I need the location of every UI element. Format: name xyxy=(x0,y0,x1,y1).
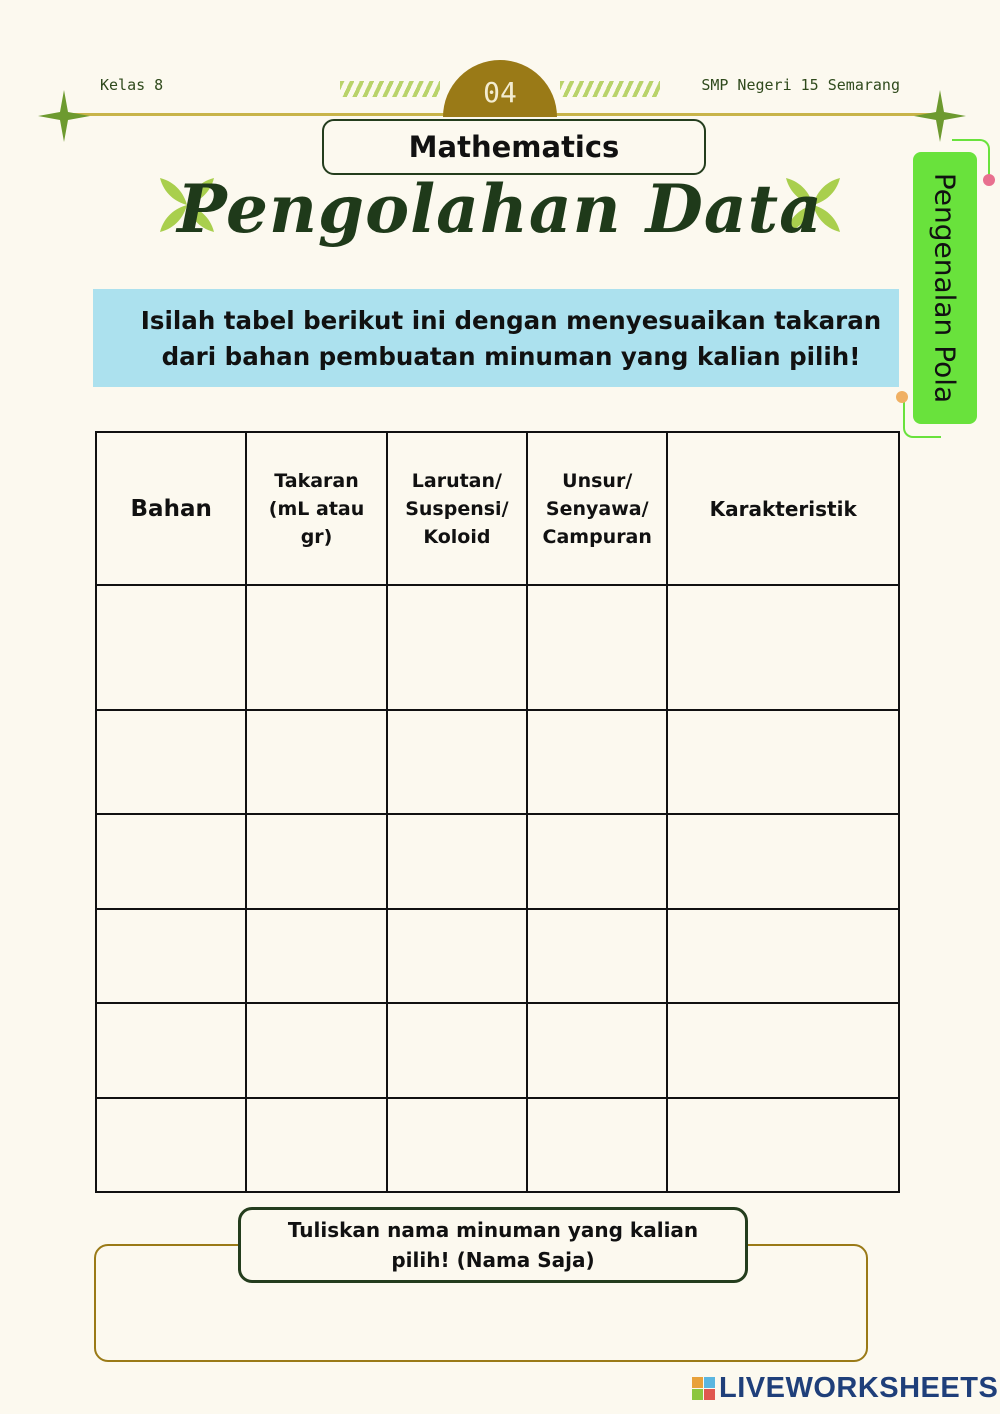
table-cell[interactable] xyxy=(96,1098,246,1192)
table-cell[interactable] xyxy=(96,1003,246,1098)
table-cell[interactable] xyxy=(527,1003,667,1098)
sparkle-left-icon xyxy=(36,88,92,144)
decorative-stripes-right xyxy=(560,81,660,97)
table-row xyxy=(96,585,899,710)
side-tab-label: Pengenalan Pola xyxy=(928,172,962,404)
class-label: Kelas 8 xyxy=(100,76,164,94)
table-cell[interactable] xyxy=(246,909,386,1003)
subject-label: Mathematics xyxy=(322,119,706,175)
table-cell[interactable] xyxy=(96,909,246,1003)
table-cell[interactable] xyxy=(96,814,246,909)
instruction-banner xyxy=(93,289,899,387)
table-row xyxy=(96,710,899,814)
header-bahan: Bahan xyxy=(96,432,246,585)
pink-dot xyxy=(983,174,995,186)
table-cell[interactable] xyxy=(667,710,899,814)
instruction-line-1: Isilah tabel berikut ini dengan menyesuaikan takaran xyxy=(140,306,882,335)
table-row xyxy=(96,1098,899,1192)
liveworksheets-logo-icon xyxy=(692,1377,715,1400)
table-cell[interactable] xyxy=(387,909,527,1003)
table-cell[interactable] xyxy=(96,710,246,814)
table-cell[interactable] xyxy=(667,909,899,1003)
table-cell[interactable] xyxy=(387,1003,527,1098)
header-takaran: Takaran (mL atau gr) xyxy=(246,432,386,585)
table-cell[interactable] xyxy=(667,1098,899,1192)
decorative-stripes-left xyxy=(340,81,440,97)
table-cell[interactable] xyxy=(527,814,667,909)
header-karakteristik: Karakteristik xyxy=(667,432,899,585)
table-cell[interactable] xyxy=(246,710,386,814)
worksheet-number-badge: 04 xyxy=(443,60,557,117)
instruction-line-2: dari bahan pembuatan minuman yang kalian pilih! xyxy=(161,342,861,371)
prompt-line-2: pilih! (Nama Saja) xyxy=(391,1248,595,1272)
table-cell[interactable] xyxy=(667,1003,899,1098)
table-cell[interactable] xyxy=(246,1098,386,1192)
table-header-row xyxy=(96,432,899,585)
table-cell[interactable] xyxy=(387,1098,527,1192)
table-cell[interactable] xyxy=(246,814,386,909)
table-cell[interactable] xyxy=(246,1003,386,1098)
table-cell[interactable] xyxy=(96,585,246,710)
table-cell[interactable] xyxy=(667,585,899,710)
table-cell[interactable] xyxy=(527,909,667,1003)
instruction-text xyxy=(131,303,891,375)
liveworksheets-brand-text: LIVEWORKSHEETS xyxy=(719,1372,999,1404)
table-row xyxy=(96,909,899,1003)
side-tab xyxy=(913,152,977,424)
orange-dot xyxy=(896,391,908,403)
header-unsur: Unsur/ Senyawa/ Campuran xyxy=(527,432,667,585)
data-table xyxy=(95,431,900,1193)
table-row xyxy=(96,814,899,909)
header-larutan: Larutan/ Suspensi/ Koloid xyxy=(387,432,527,585)
school-label: SMP Negeri 15 Semarang xyxy=(701,76,900,94)
liveworksheets-logo xyxy=(692,1372,998,1405)
table-cell[interactable] xyxy=(387,710,527,814)
table-cell[interactable] xyxy=(387,585,527,710)
table-cell[interactable] xyxy=(246,585,386,710)
page-title: Pengolahan Data xyxy=(177,170,823,248)
table-cell[interactable] xyxy=(527,1098,667,1192)
drink-name-prompt xyxy=(238,1207,748,1283)
prompt-line-1: Tuliskan nama minuman yang kalian xyxy=(287,1218,699,1242)
sparkle-right-icon xyxy=(912,88,968,144)
table-cell[interactable] xyxy=(667,814,899,909)
table-cell[interactable] xyxy=(527,710,667,814)
table-cell[interactable] xyxy=(527,585,667,710)
table-row xyxy=(96,1003,899,1098)
table-cell[interactable] xyxy=(387,814,527,909)
